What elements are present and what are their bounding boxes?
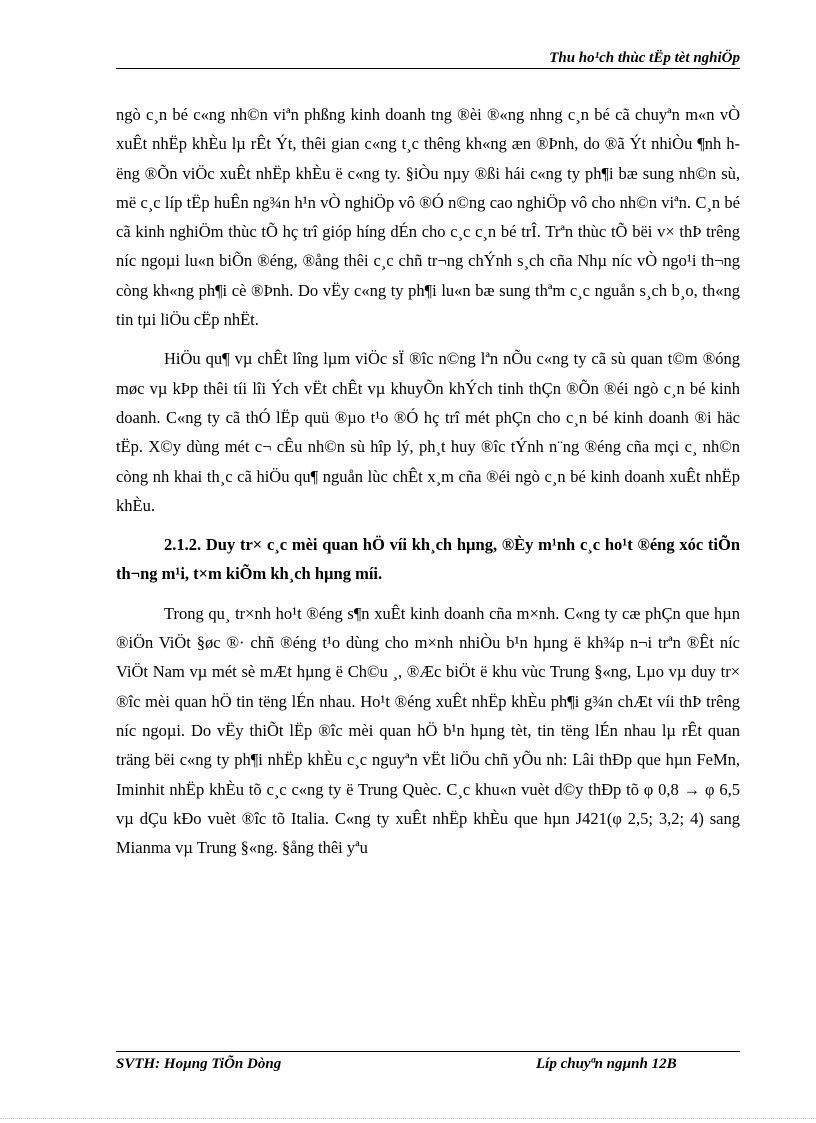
- footer-class-name: Líp chuyªn ngµnh 12B: [536, 1056, 677, 1072]
- document-body: [116, 100, 740, 872]
- header-divider: [116, 68, 740, 69]
- body-paragraph: ngò c¸n bé c«ng nh©n viªn phßng kinh doanh tng ®èi ®«ng nhng c¸n bé cã chuyªn m«n vÒ xuÊt nhËp khÈu lµ rÊt Ýt, thêi gian c«ng t¸c thêng kh«ng æn ®Þnh, do ®ã Ýt nhiÒu ¶nh hëng ®Õn viÖc xuÊt nhËp khÈu ë c«ng ty. §iÒu nµy ®ßi hái c«ng ty ph¶i bæ sung nh©n sù, më c¸c líp tËp huÊn ng¾n h¹n vÒ nghiÖp vô ®Ó n©ng cao nghiÖp vô cho nh©n viªn. C¸n bé cã kinh nghiÖm thùc tÕ hç trî gióp híng dÉn cho c¸c c¸n bé trÎ. Trªn thùc tÕ bëi v× thÞ trêng níc ngoµi lu«n biÕn ®éng, ®ång thêi c¸c chñ tr¬ng chÝnh s¸ch cña Nhµ níc vÒ ngo¹i th¬ng còng kh«ng ph¶i cè ®Þnh. Do vËy c«ng ty ph¶i lu«n bæ sung thªm c¸c nguån s¸ch b¸o, th«ng tin tµi liÖu cËp nhËt.: [116, 105, 740, 330]
- section-heading: 2.1.2. Duy tr× c¸c mèi quan hÖ víi kh¸ch hµng, ®Èy m¹nh c¸c ho¹t ®éng xóc tiÕn th¬ng m¹i, t×m kiÕm kh¸ch hµng míi.: [116, 535, 740, 584]
- footer-divider: [116, 1051, 740, 1052]
- page-edge-divider: [0, 1118, 816, 1119]
- body-paragraph: Trong qu¸ tr×nh ho¹t ®éng s¶n xuÊt kinh doanh cña m×nh. C«ng ty cæ phÇn que hµn ®iÖn ViÖt §øc ®· chñ ®éng t¹o dùng cho m×nh nhiÒu b¹n hµng ë kh¾p n¬i trªn ®Êt níc ViÖt Nam vµ mét sè mÆt hµng ë Ch©u ¸, ®Æc biÖt ë khu vùc Trung §«ng, Lµo vµ duy tr× ®îc mèi quan hÖ tin tëng lÉn nhau. Ho¹t ®éng xuÊt nhËp khÈu ph¶i g¾n chÆt víi thÞ trêng níc ngoµi. Do vËy thiÕt lËp ®îc mèi quan hÖ b¹n hµng tèt, tin tëng lÉn nhau lµ rÊt quan träng bëi c«ng ty ph¶i nhËp khÈu c¸c nguyªn vËt liÖu chñ yÕu nh: Lâi thÐp que hµn FeMn, Iminhit nhËp khÈu tõ c¸c c«ng ty ë Trung Quèc. C¸c khu«n vuèt d©y thÐp tõ φ 0,8 → φ 6,5 vµ dÇu kÐo vuèt ®îc tõ Italia. C«ng ty xuÊt nhËp khÈu que hµn J421(φ 2,5; 3,2; 4) sang Mianma vµ Trung §«ng. §ång thêi yªu: [116, 603, 740, 858]
- footer-student-name: SVTH: Hoµng TiÕn Dòng: [116, 1056, 282, 1072]
- page-header-title: Thu ho¹ch thùc tËp tèt nghiÖp: [549, 50, 740, 66]
- body-paragraph: HiÖu qu¶ vµ chÊt lîng lµm viÖc sÏ ®îc n©ng lªn nÕu c«ng ty cã sù quan t©m ®óng møc vµ kÞp thêi tíi lîi Ých vËt chÊt vµ khuyÕn khÝch tinh thÇn ®Õn ®éi ngò c¸n bé kinh doanh. C«ng ty cã thÓ lËp quü ®µo t¹o ®Ó hç trî mét phÇn cho c¸n bé kinh doanh ®i häc tËp. X©y dùng mét c¬ cÊu nh©n sù hîp lý, ph¸t huy ®îc tÝnh n¨ng ®éng cña mçi c¸ nh©n còng nh khai th¸c cã hiÖu qu¶ nguån lùc chÊt x¸m cña ®éi ngò c¸n bé kinh doanh xuÊt nhËp khÈu.: [116, 349, 740, 515]
